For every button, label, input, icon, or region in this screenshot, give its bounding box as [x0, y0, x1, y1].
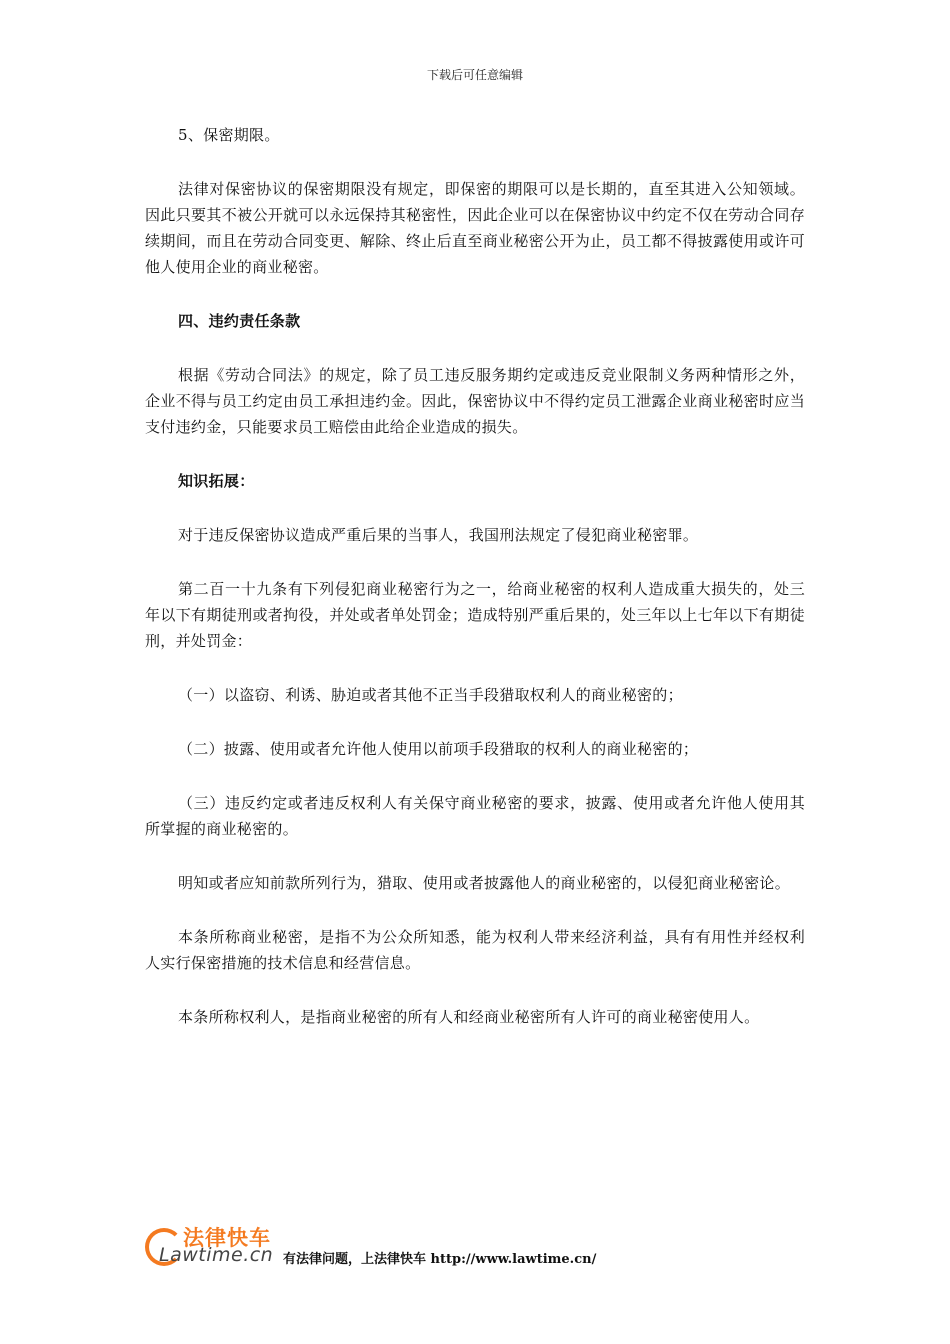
section-heading: 四、违约责任条款: [178, 312, 301, 330]
list-item: （二）披露、使用或者允许他人使用以前项手段猎取的权利人的商业秘密的；: [178, 740, 699, 758]
paragraph: 明知或者应知前款所列行为，猎取、使用或者披露他人的商业秘密的，以侵犯商业秘密论。: [178, 874, 791, 892]
paragraph: 根据《劳动合同法》的规定，除了员工违反服务期约定或违反竞业限制义务两种情形之外，企业不得与员工约定由员工承担违约金。因此，保密协议中不得约定员工泄露企业商业秘密时应当支付违约金，只能要求员工赔偿由此给企业造成的损失。: [145, 366, 805, 436]
logo-english: Lawtime.cn: [159, 1244, 274, 1266]
logo-chinese: 法律快车: [183, 1226, 271, 1250]
document-body: [145, 122, 805, 1058]
page-footer: [145, 1222, 845, 1272]
paragraph: 对于违反保密协议造成严重后果的当事人，我国刑法规定了侵犯商业秘密罪。: [178, 526, 699, 544]
paragraph: 法律对保密协议的保密期限没有规定，即保密的期限可以是长期的，直至其进入公知领域。因此只要其不被公开就可以永远保持其秘密性，因此企业可以在保密协议中约定不仅在劳动合同存续期间，而且在劳动合同变更、解除、终止后直至商业秘密公开为止，员工都不得披露使用或许可他人使用企业的商业秘密。: [145, 180, 805, 276]
footer-link-text[interactable]: 有法律问题，上法律快车 http://www.lawtime.cn/: [283, 1252, 597, 1267]
paragraph: 第二百一十九条有下列侵犯商业秘密行为之一，给商业秘密的权利人造成重大损失的，处三年以下有期徒刑或者拘役，并处或者单处罚金；造成特别严重后果的，处三年以上七年以下有期徒刑，并处罚金：: [145, 580, 805, 650]
section-heading: 知识拓展：: [178, 472, 255, 490]
list-item: （一）以盗窃、利诱、胁迫或者其他不正当手段猎取权利人的商业秘密的；: [178, 686, 683, 704]
paragraph: 5、保密期限。: [178, 126, 280, 144]
paragraph: 本条所称权利人，是指商业秘密的所有人和经商业秘密所有人许可的商业秘密使用人。: [178, 1008, 760, 1026]
list-item: （三）违反约定或者违反权利人有关保守商业秘密的要求，披露、使用或者允许他人使用其所掌握的商业秘密的。: [145, 794, 805, 838]
page-header: 下载后可任意编辑: [426, 68, 523, 82]
paragraph: 本条所称商业秘密，是指不为公众所知悉，能为权利人带来经济利益，具有有用性并经权利人实行保密措施的技术信息和经营信息。: [145, 928, 805, 972]
